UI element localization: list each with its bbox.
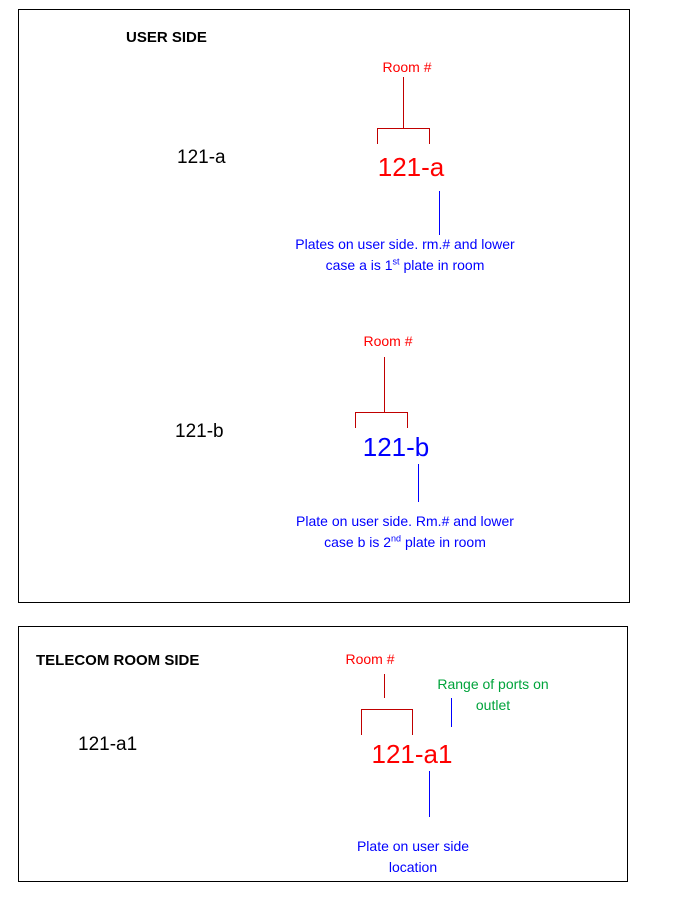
example-b-note-line2-pre: case b is 2 — [324, 534, 392, 550]
example-a-note-line2 — [295, 255, 514, 276]
example-a-label: 121-a — [177, 147, 226, 168]
telecom-note-line1: Plate on user side — [356, 838, 470, 854]
example-b-note-line2-post: plate in room — [401, 534, 486, 550]
telecom-bracket-left — [361, 709, 362, 735]
example-a-room-stem — [403, 77, 404, 129]
user-side-title: USER SIDE — [126, 29, 207, 46]
example-a-note-line1: Plates on user side. rm.# and lower — [295, 236, 515, 252]
example-a-bracket-left — [377, 128, 378, 144]
telecom-room-label: Room # — [345, 651, 395, 667]
example-a-code: 121-a — [377, 152, 445, 182]
example-b-note-line2-sup: nd — [391, 533, 402, 544]
telecom-side-title: TELECOM ROOM SIDE — [36, 652, 200, 669]
example-a-note-line2-sup: st — [392, 256, 400, 267]
telecom-range-line2: outlet — [475, 697, 511, 713]
example-a-note-line2-pre: case a is 1 — [325, 257, 393, 273]
example-b-note-stem — [418, 464, 419, 502]
example-b-label: 121-b — [175, 421, 224, 442]
telecom-note-stem — [429, 771, 430, 817]
example-a-bracket-bar — [377, 128, 430, 129]
telecom-range-line1: Range of ports on — [437, 676, 549, 692]
example-b-note — [296, 511, 514, 553]
example-a-room-label: Room # — [382, 59, 432, 75]
example-a-bracket-right — [429, 128, 430, 144]
example-b-note-line2 — [296, 532, 514, 553]
example-b-note-line1: Plate on user side. Rm.# and lower — [296, 513, 514, 529]
example-a-note-line2-post: plate in room — [399, 257, 485, 273]
telecom-room-stem — [384, 674, 385, 698]
example-b-bracket-bar — [355, 412, 408, 413]
telecom-range-note — [437, 674, 548, 716]
telecom-note-line2: location — [388, 859, 438, 875]
telecom-bracket-bar — [361, 709, 413, 710]
example-a-note-stem — [439, 191, 440, 235]
telecom-label: 121-a1 — [78, 734, 138, 755]
telecom-code: 121-a1 — [371, 739, 453, 769]
telecom-range-stem — [451, 698, 452, 727]
example-b-room-label: Room # — [363, 333, 413, 349]
example-b-room-stem — [384, 357, 385, 413]
example-b-code: 121-b — [362, 432, 430, 462]
example-b-bracket-right — [407, 412, 408, 428]
telecom-bracket-right — [412, 709, 413, 735]
example-b-bracket-left — [355, 412, 356, 428]
example-a-note — [295, 234, 514, 276]
telecom-note — [357, 836, 469, 878]
